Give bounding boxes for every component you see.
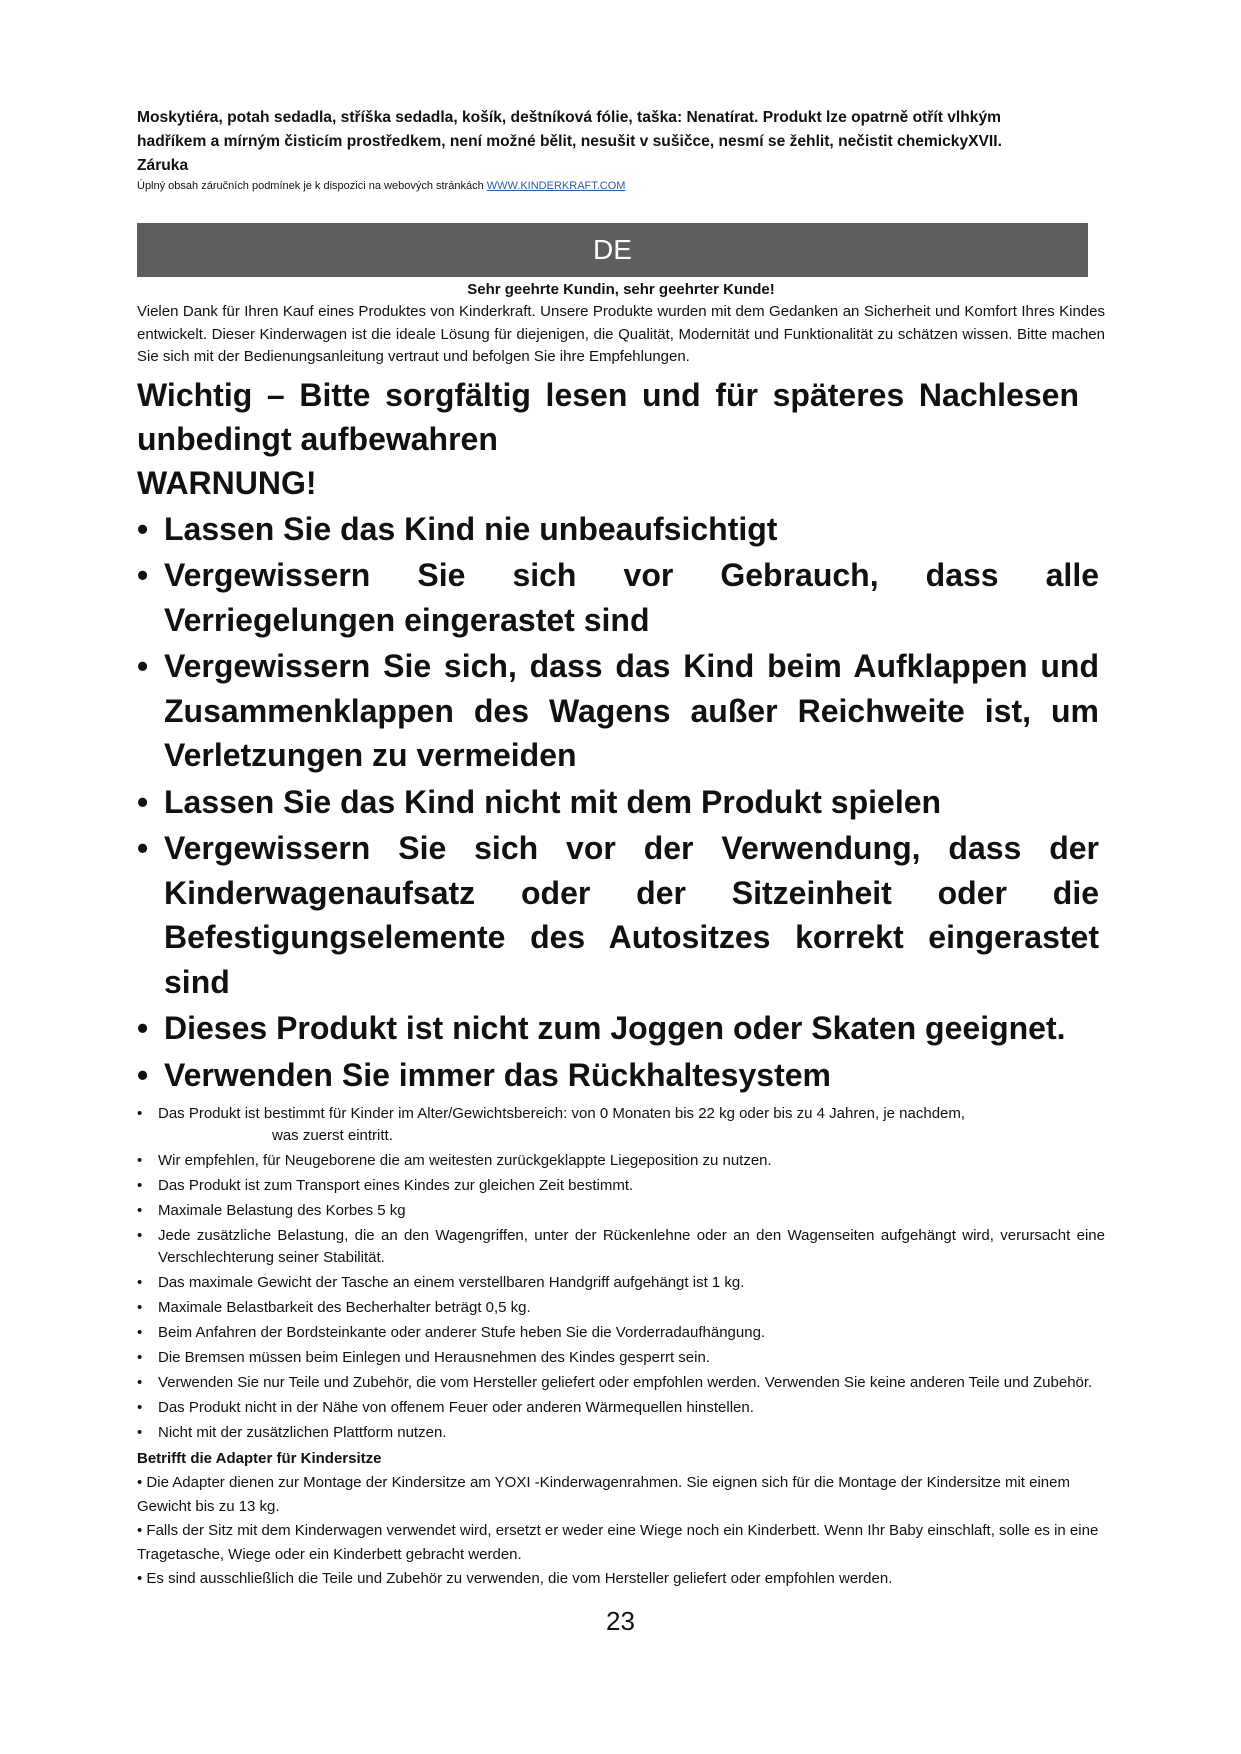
- warning-list: [137, 507, 1105, 1098]
- note-item: [137, 1225, 1105, 1269]
- czech-warranty-sentence: Úplný obsah záručních podmínek je k dispozici na webových stránkách: [137, 180, 484, 192]
- note-item: [137, 1103, 1105, 1147]
- bullet-icon: •: [137, 783, 149, 820]
- notes-list: [137, 1103, 1105, 1444]
- note-item: [137, 1175, 1105, 1197]
- intro-paragraph: Vielen Dank für Ihren Kauf eines Produktes von Kinderkraft. Unsere Produkte wurden mit dem Gedanken an Sicherheit und Komfort Ihres Kindes entwickelt. Dieser Kinderwagen ist die ideale Lösung für diejenigen, die Qualität, Modernität und Funktionalität zu schätzen wissen. Bitte machen Sie sich mit der Bedienungsanleitung vertraut und befolgen Sie ihre Empfehlungen.: [137, 303, 1105, 365]
- warning-item: [137, 644, 1099, 778]
- warning-text: Lassen Sie das Kind nie unbeaufsichtigt: [164, 510, 778, 547]
- bullet-icon: •: [137, 1399, 143, 1416]
- note-item: [137, 1322, 1105, 1344]
- bullet-icon: •: [137, 1424, 143, 1441]
- language-header-bar: DE: [137, 223, 1088, 277]
- bullet-icon: •: [137, 1374, 143, 1391]
- bullet-icon: •: [137, 1324, 143, 1341]
- adapter-paragraph-1: • Die Adapter dienen zur Montage der Kindersitze am YOXI -Kinderwagenrahmen. Sie eignen sich für die Montage der Kindersitze mit einem Gewicht bis zu 13 kg.: [137, 1474, 1070, 1515]
- bullet-icon: •: [137, 1274, 143, 1291]
- note-text: Wir empfehlen, für Neugeborene die am weitesten zurückgeklappte Liegeposition zu nutzen.: [158, 1152, 772, 1169]
- bullet-icon: •: [137, 1299, 143, 1316]
- note-item: [137, 1150, 1105, 1172]
- bullet-icon: •: [137, 557, 149, 593]
- bullet-icon: •: [137, 1056, 149, 1093]
- note-text: Maximale Belastung des Korbes 5 kg: [158, 1202, 406, 1219]
- warning-item: [137, 1006, 1099, 1051]
- warning-item: [137, 553, 1099, 642]
- czech-care-line-2: hadříkem a mírným čisticím prostředkem, není možné bělit, nesušit v sušičce, nesmí se žehlit, nečistit chemickyXVII.: [137, 133, 1002, 150]
- page-number: 23: [606, 1606, 635, 1636]
- warning-text: Vergewissern Sie sich vor Gebrauch, dass alle Verriegelungen eingerastet sind: [164, 557, 1099, 638]
- bullet-icon: •: [137, 830, 149, 866]
- czech-care-line-1: Moskytiéra, potah sedadla, stříška sedadla, košík, deštníková fólie, taška: Nenatírat. Produkt lze opatrně otřít vlhkým: [137, 109, 1001, 126]
- bullet-icon: •: [137, 1010, 149, 1046]
- warning-text: Lassen Sie das Kind nicht mit dem Produkt spielen: [164, 783, 942, 820]
- note-text: Die Bremsen müssen beim Einlegen und Herausnehmen des Kindes gesperrt sein.: [158, 1349, 710, 1366]
- note-item: [137, 1422, 1105, 1444]
- warning-item: [137, 826, 1099, 1004]
- note-item: [137, 1397, 1105, 1419]
- warning-text: Vergewissern Sie sich, dass das Kind beim Aufklappen und Zusammenklappen des Wagens außer Reichweite ist, um Verletzungen zu vermeiden: [164, 648, 1099, 773]
- note-text: Nicht mit der zusätzlichen Plattform nutzen.: [158, 1424, 447, 1441]
- note-text: Das maximale Gewicht der Tasche an einem verstellbaren Handgriff aufgehängt ist 1 kg.: [158, 1274, 745, 1291]
- note-text: Das Produkt ist zum Transport eines Kindes zur gleichen Zeit bestimmt.: [158, 1177, 634, 1194]
- document-page: [137, 106, 1105, 1591]
- czech-warranty-text: [137, 178, 1105, 194]
- note-text: Das Produkt nicht in der Nähe von offenem Feuer oder anderen Wärmequellen hinstellen.: [158, 1399, 754, 1416]
- bullet-icon: •: [137, 510, 149, 547]
- adapter-title: Betrifft die Adapter für Kindersitze: [137, 1450, 382, 1467]
- greeting: Sehr geehrte Kundin, sehr geehrter Kunde!: [467, 281, 775, 298]
- bullet-icon: •: [137, 1177, 143, 1194]
- note-item: [137, 1372, 1105, 1394]
- note-text: Maximale Belastbarkeit des Becherhalter beträgt 0,5 kg.: [158, 1299, 531, 1316]
- warning-item: [137, 780, 1099, 825]
- warning-title: WARNUNG!: [137, 464, 317, 501]
- bullet-icon: •: [137, 1227, 143, 1244]
- adapter-section: [137, 1447, 1105, 1591]
- note-item: [137, 1297, 1105, 1319]
- note-text: Jede zusätzliche Belastung, die an den Wagengriffen, unter der Rückenlehne oder an den Wagenseiten aufgehängt wird, verursacht eine Verschlechterung seiner Stabilität.: [158, 1227, 1105, 1266]
- note-text: Beim Anfahren der Bordsteinkante oder anderer Stufe heben Sie die Vorderradaufhängung.: [158, 1324, 766, 1341]
- important-heading: Wichtig – Bitte sorgfältig lesen und für späteres Nachlesen unbedingt aufbewahren: [137, 376, 1079, 457]
- note-text: Das Produkt ist bestimmt für Kinder im Alter/Gewichtsbereich: von 0 Monaten bis 22 kg oder bis zu 4 Jahren, je nachdem,: [158, 1105, 966, 1122]
- bullet-icon: •: [137, 1152, 143, 1169]
- adapter-paragraph-3: • Es sind ausschließlich die Teile und Zubehör zu verwenden, die vom Hersteller geliefert oder empfohlen werden.: [137, 1570, 893, 1587]
- note-text-continued: was zuerst eintritt.: [272, 1127, 393, 1144]
- adapter-paragraph-2: • Falls der Sitz mit dem Kinderwagen verwendet wird, ersetzt er weder eine Wiege noch ein Kinderbett. Wenn Ihr Baby einschlaft, solle es in eine Tragetasche, Wiege oder ein Kinderbett gebracht werden.: [137, 1522, 1099, 1563]
- kinderkraft-link[interactable]: WWW.KINDERKRAFT.COM: [486, 180, 626, 192]
- czech-warranty-title: Záruka: [137, 157, 189, 174]
- note-item: [137, 1200, 1105, 1222]
- warning-item: [137, 507, 1099, 552]
- note-item: [137, 1347, 1105, 1369]
- warning-text: Vergewissern Sie sich vor der Verwendung, dass der Kinderwagenaufsatz oder der Sitzeinheit oder die Befestigungselemente des Autositzes korrekt eingerastet sind: [164, 830, 1099, 1000]
- bullet-icon: •: [137, 1349, 143, 1366]
- warning-text: Dieses Produkt ist nicht zum Joggen oder Skaten geeignet.: [164, 1010, 1066, 1046]
- bullet-icon: •: [137, 648, 149, 684]
- note-item: [137, 1272, 1105, 1294]
- note-text: Verwenden Sie nur Teile und Zubehör, die vom Hersteller geliefert oder empfohlen werden. Verwenden Sie keine anderen Teile und Zubehör.: [158, 1374, 1093, 1391]
- bullet-icon: •: [137, 1105, 143, 1122]
- warning-text: Verwenden Sie immer das Rückhaltesystem: [164, 1056, 831, 1093]
- warning-item: [137, 1053, 1099, 1098]
- bullet-icon: •: [137, 1202, 143, 1219]
